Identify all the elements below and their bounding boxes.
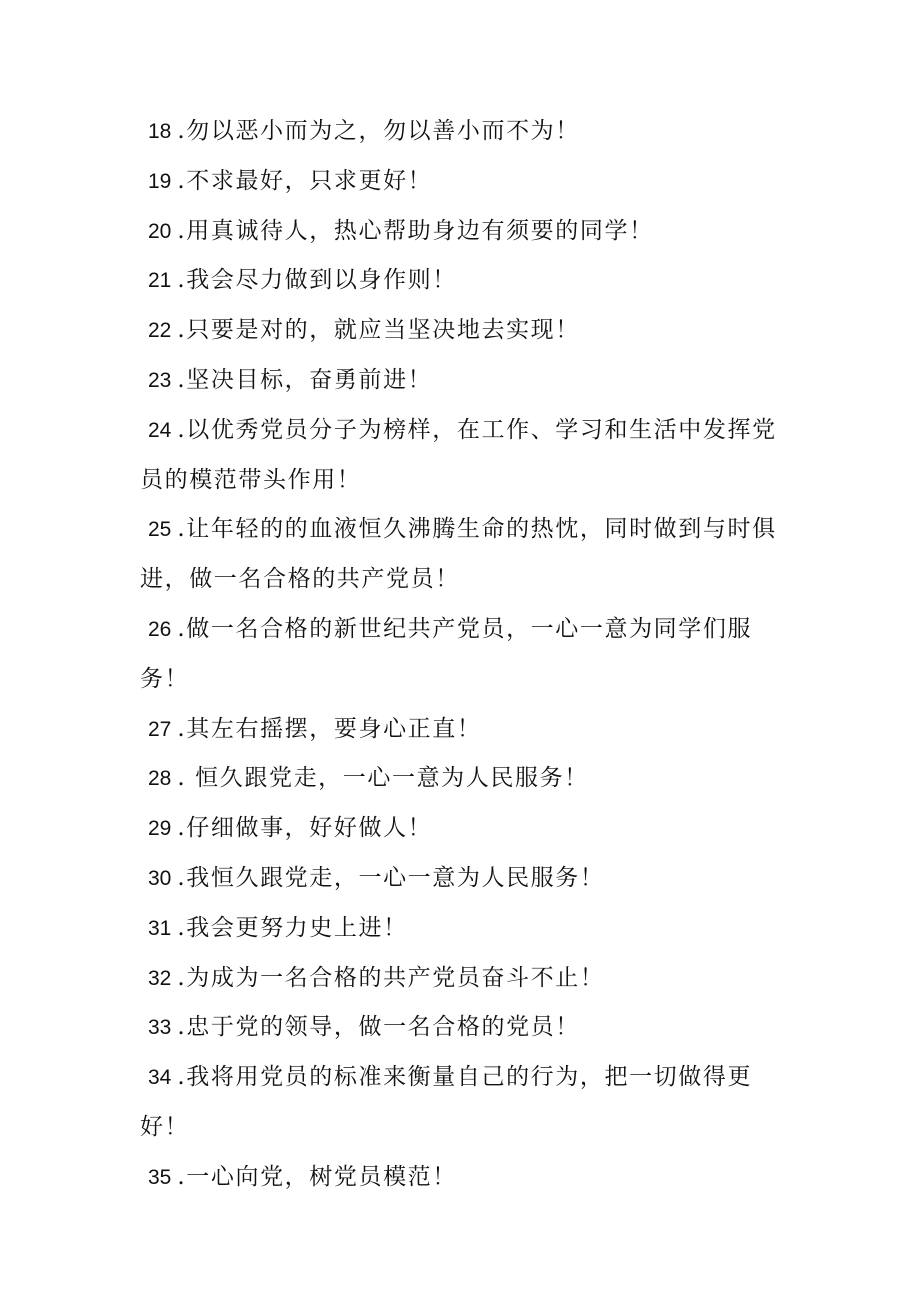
- item-number: 24: [148, 418, 172, 442]
- item-number: 34: [148, 1066, 172, 1090]
- list-item: [140, 1153, 780, 1203]
- item-number: 18: [148, 120, 172, 143]
- item-text: .我恒久跟党走，一心一意为人民服务！: [177, 864, 605, 891]
- list-item: [140, 356, 780, 406]
- item-number: 31: [148, 916, 172, 940]
- item-number: 23: [148, 368, 172, 392]
- item-text: .其左右摇摆，要身心正直！: [177, 715, 482, 742]
- item-text: .忠于党的领导，做一名合格的党员！: [177, 1014, 580, 1041]
- item-number: 27: [148, 717, 172, 741]
- item-number: 22: [148, 319, 172, 343]
- item-number: 20: [148, 219, 172, 243]
- item-number: 28: [148, 767, 172, 791]
- item-text: .让年轻的的血液恒久沸腾生命的热忱，同时做到与时俱进，做一名合格的共产党员！: [140, 516, 777, 593]
- item-text: .坚决目标，奋勇前进！: [177, 366, 433, 393]
- list-item: [140, 1003, 780, 1053]
- list-item: [140, 705, 780, 755]
- item-number: 25: [148, 518, 172, 542]
- list-item: [140, 107, 780, 157]
- item-text: .一心向党，树党员模范！: [177, 1163, 457, 1190]
- item-text: .做一名合格的新世纪共产党员，一心一意为同学们服务！: [140, 615, 753, 692]
- list-item: [140, 854, 780, 904]
- pledge-list: [140, 107, 780, 1203]
- item-number: 32: [148, 966, 172, 990]
- item-text: .我会尽力做到以身作则！: [177, 267, 457, 294]
- item-text: .仔细做事，好好做人！: [177, 815, 433, 842]
- item-number: 19: [148, 169, 172, 193]
- item-number: 33: [148, 1016, 172, 1040]
- item-number: 35: [148, 1165, 172, 1189]
- item-text: .不求最好，只求更好！: [177, 167, 433, 194]
- list-item: [140, 256, 780, 306]
- list-item: [140, 157, 780, 207]
- list-item: [140, 804, 780, 854]
- item-number: 26: [148, 617, 172, 641]
- list-item: [140, 1053, 780, 1153]
- item-text: .以优秀党员分子为榜样，在工作、学习和生活中发挥党员的模范带头作用！: [140, 416, 777, 493]
- item-number: 29: [148, 817, 172, 841]
- item-text: .勿以恶小而为之，勿以善小而不为！: [177, 118, 580, 144]
- item-text: .用真诚待人，热心帮助身边有须要的同学！: [177, 217, 654, 244]
- list-item: [140, 505, 780, 605]
- item-number: 30: [148, 866, 172, 890]
- item-text: .我将用党员的标准来衡量自己的行为，把一切做得更好！: [140, 1064, 753, 1140]
- list-item: [140, 306, 780, 356]
- item-number: 21: [148, 269, 172, 293]
- list-item: [140, 605, 780, 705]
- list-item: [140, 904, 780, 954]
- item-text: .只要是对的，就应当坚决地去实现！: [177, 317, 580, 344]
- list-item: [140, 954, 780, 1004]
- item-text: . 恒久跟党走，一心一意为人民服务！: [177, 765, 589, 792]
- list-item: [140, 207, 780, 257]
- list-item: [140, 754, 780, 804]
- list-item: [140, 406, 780, 506]
- item-text: .为成为一名合格的共产党员奋斗不止！: [177, 964, 605, 991]
- item-text: .我会更努力史上进！: [177, 914, 408, 941]
